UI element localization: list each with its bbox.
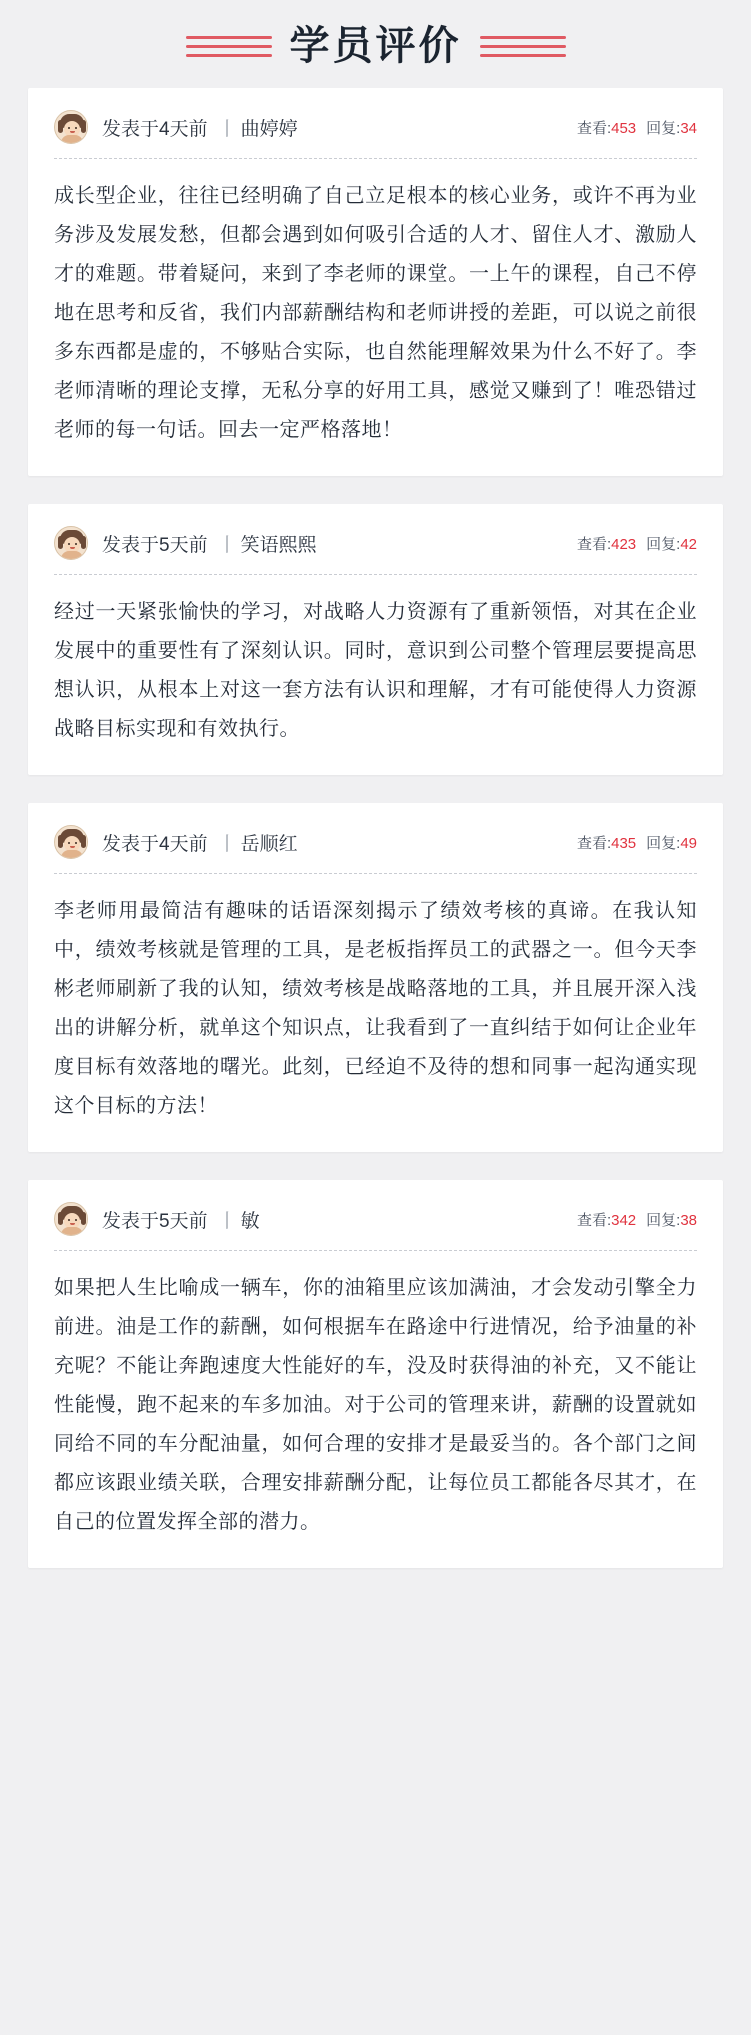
review-stats [577, 832, 697, 853]
decoration-line [186, 54, 272, 57]
user-avatar-icon [54, 1202, 88, 1236]
decoration-line [480, 45, 566, 48]
review-divider [54, 158, 697, 159]
meta-separator: 丨 [217, 118, 237, 140]
replies-label: 回复: [646, 1211, 681, 1229]
review-divider [54, 1250, 697, 1251]
page-title: 学员评价 [289, 24, 462, 68]
review-stats [577, 1209, 697, 1230]
header-decoration-left [186, 36, 272, 57]
replies-label: 回复: [646, 834, 681, 852]
views-count: 435 [611, 834, 637, 852]
review-header [54, 1202, 697, 1250]
replies-count: 38 [680, 1211, 697, 1229]
review-meta [102, 1206, 260, 1233]
review-header [54, 110, 697, 158]
review-header [54, 825, 697, 873]
decoration-line [480, 54, 566, 57]
decoration-line [186, 45, 272, 48]
review-divider [54, 873, 697, 874]
meta-separator: 丨 [217, 833, 237, 855]
review-card [28, 88, 723, 476]
review-card [28, 1180, 723, 1568]
review-posted-time: 发表于4天前 [102, 118, 208, 140]
review-header [54, 526, 697, 574]
review-stats [577, 533, 697, 554]
views-count: 342 [611, 1211, 637, 1229]
views-count: 453 [611, 119, 637, 137]
review-author: 敏 [240, 1210, 260, 1232]
review-content: 经过一天紧张愉快的学习，对战略人力资源有了重新领悟，对其在企业发展中的重要性有了深刻认识。同时，意识到公司整个管理层要提高思想认识，从根本上对这一套方法有认识和理解，才有可能使得人力资源战略目标实现和有效执行。 [54, 601, 697, 740]
decoration-line [480, 36, 566, 39]
meta-separator: 丨 [217, 534, 237, 556]
user-avatar-icon [54, 825, 88, 859]
views-label: 查看: [576, 119, 612, 137]
views-label: 查看: [576, 535, 612, 553]
review-content: 成长型企业，往往已经明确了自己立足根本的核心业务，或许不再为业务涉及发展发愁，但都会遇到如何吸引合适的人才、留住人才、激励人才的难题。带着疑问，来到了李老师的课堂。一上午的课程，自己不停地在思考和反省，我们内部薪酬结构和老师讲授的差距，可以说之前很多东西都是虚的，不够贴合实际，也自然能理解效果为什么不好了。李老师清晰的理论支撑，无私分享的好用工具，感觉又赚到了！唯恐错过老师的每一句话。回去一定严格落地！ [54, 185, 697, 441]
review-posted-time: 发表于5天前 [102, 1210, 208, 1232]
page-header [0, 0, 751, 88]
review-posted-time: 发表于5天前 [102, 534, 208, 556]
replies-count: 42 [680, 535, 697, 553]
user-avatar-icon [54, 526, 88, 560]
replies-label: 回复: [646, 535, 681, 553]
views-count: 423 [611, 535, 637, 553]
review-author: 曲婷婷 [240, 118, 298, 140]
review-author: 笑语熙熙 [240, 534, 317, 556]
review-card [28, 803, 723, 1152]
review-meta [102, 829, 298, 856]
review-content: 李老师用最简洁有趣味的话语深刻揭示了绩效考核的真谛。在我认知中，绩效考核就是管理的工具，是老板指挥员工的武器之一。但今天李彬老师刷新了我的认知，绩效考核是战略落地的工具，并且展开深入浅出的讲解分析，就单这个知识点，让我看到了一直纠结于如何让企业年度目标有效落地的曙光。此刻，已经迫不及待的想和同事一起沟通实现这个目标的方法！ [54, 900, 697, 1117]
review-content: 如果把人生比喻成一辆车，你的油箱里应该加满油，才会发动引擎全力前进。油是工作的薪酬，如何根据车在路途中行进情况，给予油量的补充呢？不能让奔跑速度大性能好的车，没及时获得油的补充，又不能让性能慢，跑不起来的车多加油。对于公司的管理来讲，薪酬的设置就如同给不同的车分配油量，如何合理的安排才是最妥当的。各个部门之间都应该跟业绩关联，合理安排薪酬分配，让每位员工都能各尽其才，在自己的位置发挥全部的潜力。 [54, 1277, 697, 1533]
review-meta [102, 114, 298, 141]
decoration-line [186, 36, 272, 39]
user-avatar-icon [54, 110, 88, 144]
meta-separator: 丨 [217, 1210, 237, 1232]
replies-count: 34 [680, 119, 697, 137]
replies-label: 回复: [646, 119, 681, 137]
review-meta [102, 530, 317, 557]
views-label: 查看: [576, 834, 612, 852]
views-label: 查看: [576, 1211, 612, 1229]
review-divider [54, 574, 697, 575]
header-decoration-right [480, 36, 566, 57]
review-stats [577, 117, 697, 138]
review-posted-time: 发表于4天前 [102, 833, 208, 855]
reviews-list [0, 88, 751, 1568]
review-author: 岳顺红 [240, 833, 298, 855]
replies-count: 49 [680, 834, 697, 852]
review-card [28, 504, 723, 775]
